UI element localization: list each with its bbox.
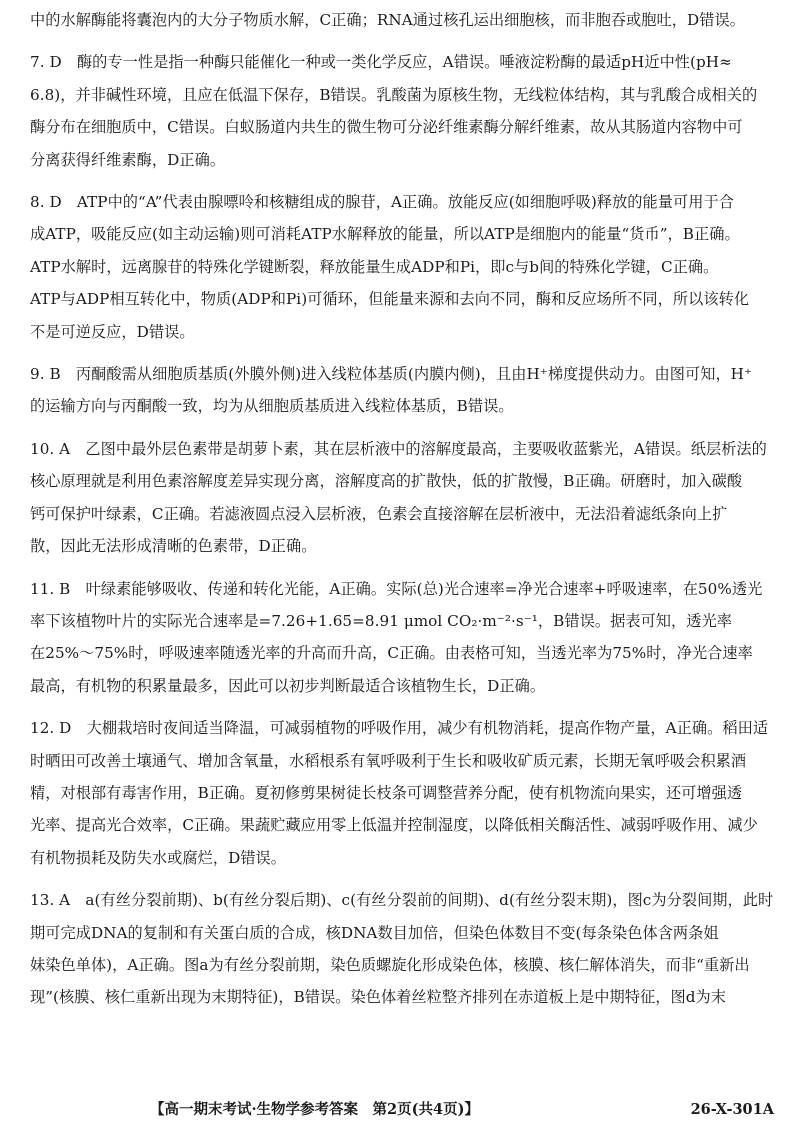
text-line: 12. D 大棚栽培时夜间适当降温，可减弱植物的呼吸作用，减少有机物消耗，提高作物产量，A正确。稻田适 bbox=[30, 719, 769, 738]
text-line: ATP与ADP相互转化中，物质(ADP和Pi)可循环，但能量来源和去向不同，酶和反应场所不同，所以该转化 bbox=[30, 290, 750, 309]
text-line: 核心原理就是利用色素溶解度差异实现分离，溶解度高的扩散快，低的扩散慢，B正确。研磨时，加入碳酸 bbox=[30, 472, 743, 491]
text-line: 的运输方向与丙酮酸一致，均为从细胞质基质进入线粒体基质，B错误。 bbox=[30, 397, 514, 416]
text-line: ATP水解时，远离腺苷的特殊化学键断裂，释放能量生成ADP和Pi，即c与b间的特殊化学键，C正确。 bbox=[30, 257, 719, 276]
paragraph-gap bbox=[30, 348, 776, 358]
text-line: 分离获得纤维素酶，D正确。 bbox=[30, 150, 226, 169]
text-line: 最高，有机物的积累量最多，因此可以初步判断最适合该植物生长，D正确。 bbox=[30, 676, 546, 695]
text-line: 有机物损耗及防失水或腐烂，D错误。 bbox=[30, 848, 287, 867]
paragraph-gap bbox=[30, 702, 776, 712]
text-line: 中的水解酶能将囊泡内的大分子物质水解，C正确；RNA通过核孔运出细胞核，而非胞吞或胞吐，D错误。 bbox=[30, 11, 745, 29]
text-line: 钙可保护叶绿素，C正确。若滤液圆点浸入层析液，色素会直接溶解在层析液中，无法沿着滤纸条向上扩 bbox=[30, 504, 728, 523]
page-footer bbox=[0, 1095, 800, 1125]
text-line: 精，对根部有毒害作用，B正确。夏初修剪果树徒长枝条可调整营养分配，使有机物流向果实，还可增强透 bbox=[30, 783, 743, 802]
text-line: 现”(核膜、核仁重新出现为末期特征)，B错误。染色体着丝粒整齐排列在赤道板上是中期特征，图d为末 bbox=[30, 988, 726, 1007]
text-line: 光率、提高光合效率，C正确。果蔬贮藏应用零上低温并控制湿度，以降低相关酶活性、减弱呼吸作用、减少 bbox=[30, 816, 758, 835]
paragraph-gap bbox=[30, 423, 776, 433]
text-line: 8. D ATP中的“A”代表由腺嘌呤和核糖组成的腺苷，A正确。放能反应(如细胞呼吸)释放的能量可用于合 bbox=[30, 193, 734, 212]
answer-text-body bbox=[30, 4, 776, 1014]
text-line: 不是可逆反应，D错误。 bbox=[30, 322, 195, 341]
text-line: 散，因此无法形成清晰的色素带，D正确。 bbox=[30, 537, 317, 556]
text-line: 酶分布在细胞质中，C错误。白蚁肠道内共生的微生物可分泌纤维素酶分解纤维素，故从其肠道内容物中可 bbox=[30, 118, 743, 137]
footer-title: 【高一期末考试·生物学参考答案 第2页(共4页)】 bbox=[150, 1101, 479, 1118]
text-line: 7. D 酶的专一性是指一种酶只能催化一种或一类化学反应，A错误。唾液淀粉酶的最适pH近中性(pH≈ bbox=[30, 53, 732, 72]
text-line: 10. A 乙图中最外层色素带是胡萝卜素，其在层析液中的溶解度最高，主要吸收蓝紫光，A错误。纸层析法的 bbox=[30, 439, 767, 458]
text-line: 9. B 丙酮酸需从细胞质基质(外膜外侧)进入线粒体基质(内膜内侧)，且由H⁺梯度提供动力。由图可知，H⁺ bbox=[30, 365, 753, 384]
paragraph-gap bbox=[30, 176, 776, 186]
text-line: 期可完成DNA的复制和有关蛋白质的合成，核DNA数目加倍，但染色体数目不变(每条染色体含两条姐 bbox=[30, 923, 719, 942]
text-line: 时晒田可改善土壤通气、增加含氧量，水稻根系有氧呼吸利于生长和吸收矿质元素，长期无氧呼吸会积累酒 bbox=[30, 751, 747, 770]
paragraph-gap bbox=[30, 36, 776, 46]
paragraph-gap bbox=[30, 563, 776, 573]
text-line: 率下该植物叶片的实际光合速率是=7.26+1.65=8.91 μmol CO₂·m⁻²·s⁻¹，B错误。据表可知，透光率 bbox=[30, 611, 732, 630]
text-line: 13. A a(有丝分裂前期)、b(有丝分裂后期)、c(有丝分裂前的间期)、d(有丝分裂末期)，图c为分裂间期，此时 bbox=[30, 891, 774, 910]
paragraph-gap bbox=[30, 874, 776, 884]
text-line: 成ATP，吸能反应(如主动运输)则可消耗ATP水解释放的能量，所以ATP是细胞内的能量“货币”，B正确。 bbox=[30, 225, 740, 244]
footer-code: 26-X-301A bbox=[690, 1101, 774, 1118]
text-line: 妹染色单体)，A正确。图a为有丝分裂前期，染色质螺旋化形成染色体，核膜、核仁解体消失，而非“重新出 bbox=[30, 955, 750, 974]
text-line: 11. B 叶绿素能够吸收、传递和转化光能，A正确。实际(总)光合速率=净光合速率+呼吸速率，在50%透光 bbox=[30, 579, 763, 598]
text-line: 6.8)，并非碱性环境，且应在低温下保存，B错误。乳酸菌为原核生物，无线粒体结构，其与乳酸合成相关的 bbox=[30, 85, 758, 104]
text-line: 在25%～75%时，呼吸速率随透光率的升高而升高，C正确。由表格可知，当透光率为75%时，净光合速率 bbox=[30, 644, 753, 663]
